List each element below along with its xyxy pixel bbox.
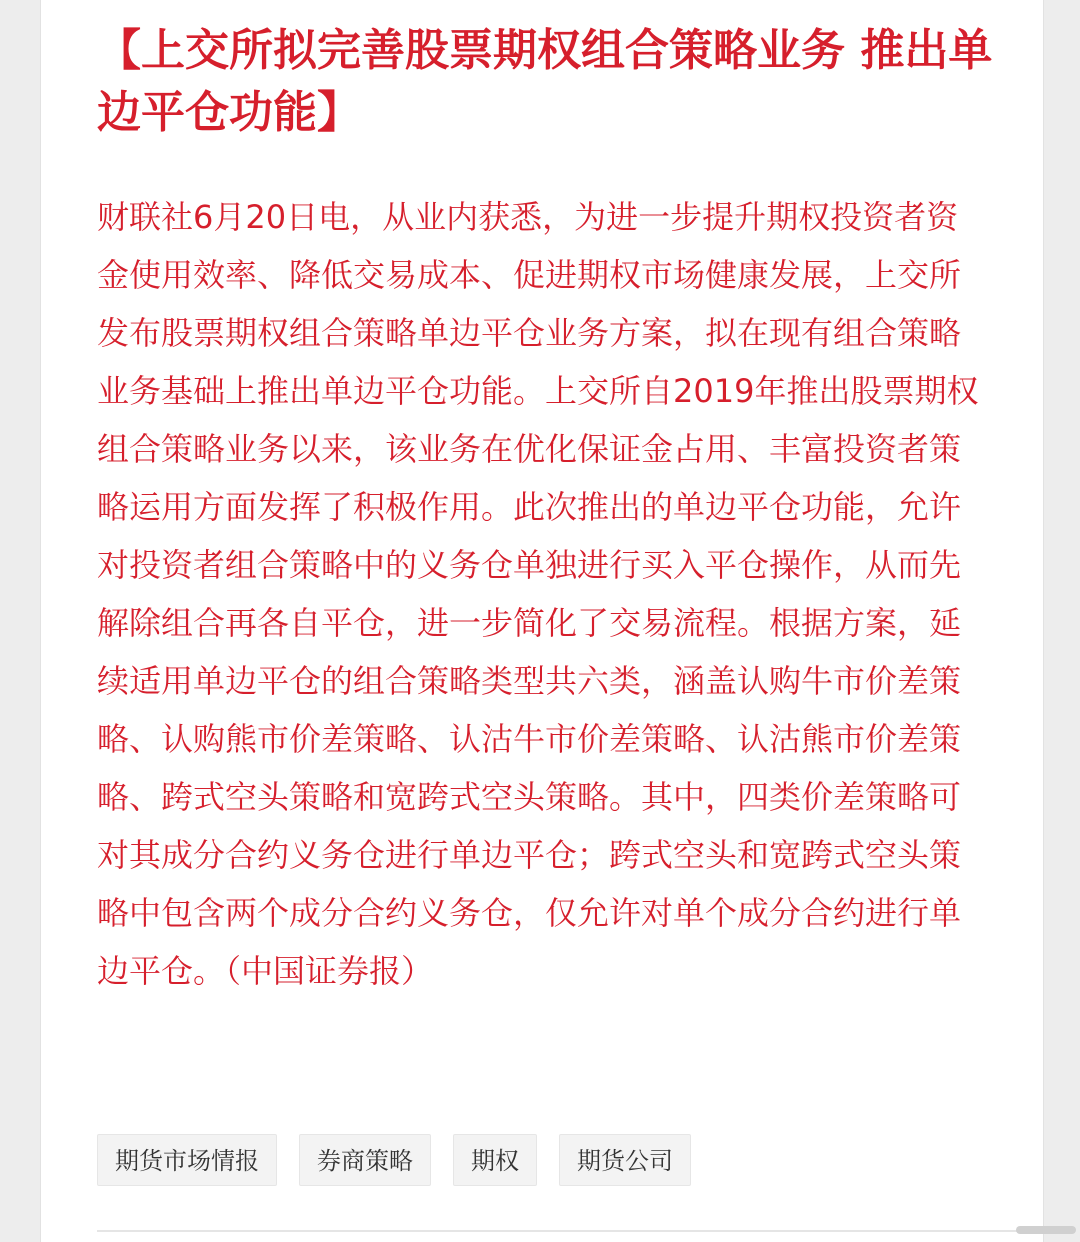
- tag-futures-market-intel[interactable]: 期货市场情报: [97, 1134, 277, 1186]
- tag-options[interactable]: 期权: [453, 1134, 537, 1186]
- tag-futures-company[interactable]: 期货公司: [559, 1134, 691, 1186]
- article-card: [40, 0, 1044, 1242]
- section-divider: [97, 1230, 1043, 1232]
- article-title: 【上交所拟完善股票期权组合策略业务 推出单边平仓功能】: [97, 25, 993, 138]
- tag-list: [97, 1134, 691, 1186]
- tag-broker-strategy[interactable]: 券商策略: [299, 1134, 431, 1186]
- scrollbar-handle[interactable]: [1016, 1226, 1076, 1234]
- article-body: 财联社6月20日电，从业内获悉，为进一步提升期权投资者资金使用效率、降低交易成本、促进期权市场健康发展，上交所发布股票期权组合策略单边平仓业务方案，拟在现有组合策略业务基础上推出单边平仓功能。上交所自2019年推出股票期权组合策略业务以来，该业务在优化保证金占用、丰富投资者策略运用方面发挥了积极作用。此次推出的单边平仓功能，允许对投资者组合策略中的义务仓单独进行买入平仓操作，从而先解除组合再各自平仓，进一步简化了交易流程。根据方案，延续适用单边平仓的组合策略类型共六类，涵盖认购牛市价差策略、认购熊市价差策略、认沽牛市价差策略、认沽熊市价差策略、跨式空头策略和宽跨式空头策略。其中，四类价差策略可对其成分合约义务仓进行单边平仓；跨式空头和宽跨式空头策略中包含两个成分合约义务仓，仅允许对单个成分合约进行单边平仓。（中国证券报）: [97, 198, 979, 990]
